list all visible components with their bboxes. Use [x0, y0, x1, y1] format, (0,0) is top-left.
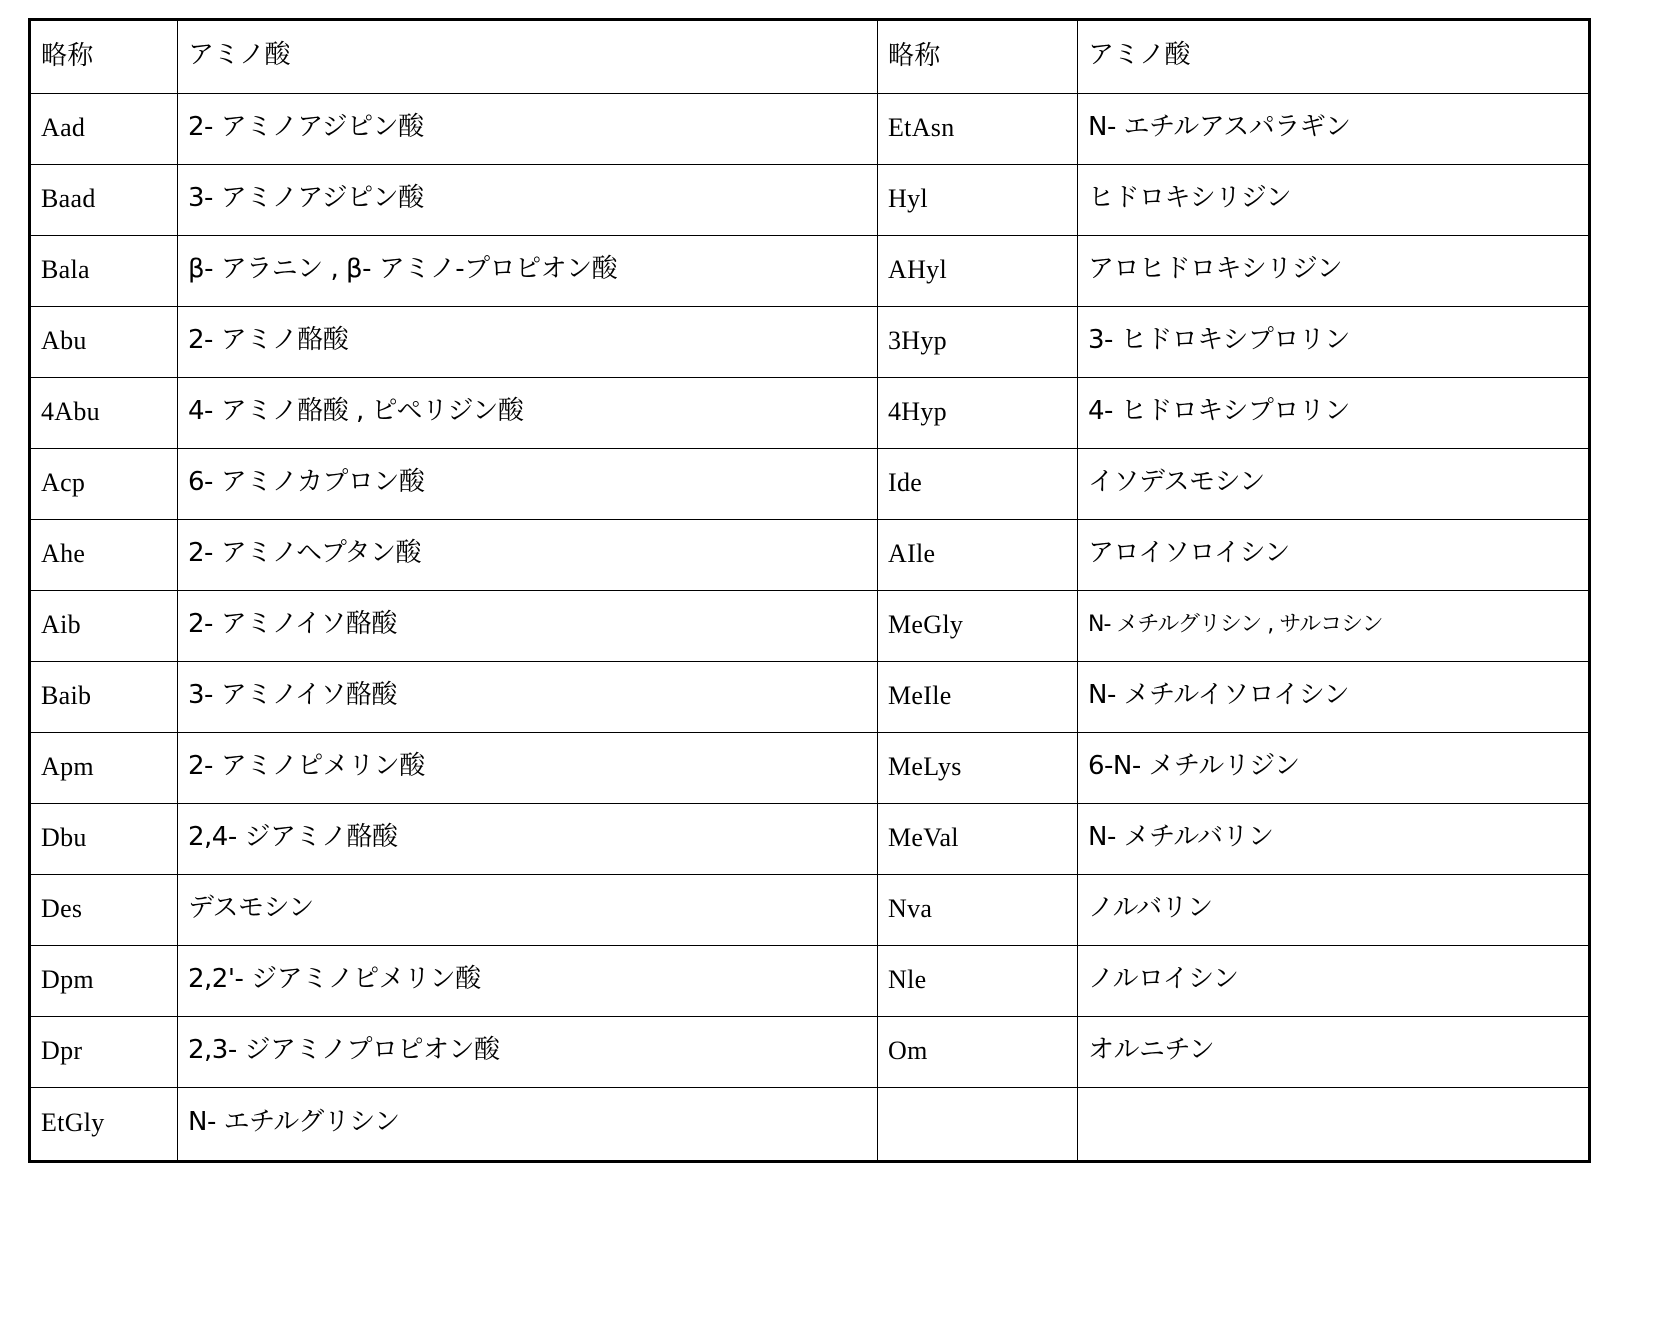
cell-name-right: イソデスモシン [1078, 449, 1590, 520]
table-row [30, 165, 1590, 236]
cell-abbr-left: EtGly [30, 1088, 178, 1162]
cell-abbr-right: Ide [878, 449, 1078, 520]
cell-name-right: アロヒドロキシリジン [1078, 236, 1590, 307]
cell-name-left: 2- アミノアジピン酸 [178, 94, 878, 165]
cell-abbr-right: AHyl [878, 236, 1078, 307]
table-row [30, 875, 1590, 946]
table-row [30, 662, 1590, 733]
cell-abbr-right: MeIle [878, 662, 1078, 733]
table-row [30, 378, 1590, 449]
cell-name-left: 3- アミノアジピン酸 [178, 165, 878, 236]
table-body [30, 20, 1590, 1162]
table-row [30, 591, 1590, 662]
table-row [30, 946, 1590, 1017]
cell-name-right: N- エチルアスパラギン [1078, 94, 1590, 165]
cell-abbr-left: Acp [30, 449, 178, 520]
cell-abbr-left: Aib [30, 591, 178, 662]
cell-abbr-left: Ahe [30, 520, 178, 591]
cell-name-left: 6- アミノカプロン酸 [178, 449, 878, 520]
cell-abbr-right: Nle [878, 946, 1078, 1017]
cell-name-right: ヒドロキシリジン [1078, 165, 1590, 236]
cell-abbr-right: 4Hyp [878, 378, 1078, 449]
cell-name-right: オルニチン [1078, 1017, 1590, 1088]
cell-name-right: 6-N- メチルリジン [1078, 733, 1590, 804]
cell-abbr-right: MeGly [878, 591, 1078, 662]
table-row [30, 1088, 1590, 1162]
cell-name-right: ノルバリン [1078, 875, 1590, 946]
cell-abbr-right: 3Hyp [878, 307, 1078, 378]
cell-name-left: 2- アミノピメリン酸 [178, 733, 878, 804]
header-name-right: アミノ酸 [1078, 20, 1590, 94]
cell-abbr-left: Dbu [30, 804, 178, 875]
cell-abbr-left: 4Abu [30, 378, 178, 449]
cell-name-right: 3- ヒドロキシプロリン [1078, 307, 1590, 378]
cell-name-left: 2- アミノイソ酪酸 [178, 591, 878, 662]
header-name-left: アミノ酸 [178, 20, 878, 94]
cell-name-left: 4- アミノ酪酸 , ピペリジン酸 [178, 378, 878, 449]
cell-name-right: 4- ヒドロキシプロリン [1078, 378, 1590, 449]
cell-name-left: 2- アミノヘプタン酸 [178, 520, 878, 591]
cell-name-right: N- メチルバリン [1078, 804, 1590, 875]
cell-abbr-left: Dpr [30, 1017, 178, 1088]
header-abbr-left: 略称 [30, 20, 178, 94]
cell-abbr-right: EtAsn [878, 94, 1078, 165]
cell-abbr-right: AIle [878, 520, 1078, 591]
cell-abbr-right: MeLys [878, 733, 1078, 804]
cell-abbr-right: MeVal [878, 804, 1078, 875]
cell-name-right: N- メチルイソロイシン [1078, 662, 1590, 733]
table-row [30, 804, 1590, 875]
cell-name-left: 2- アミノ酪酸 [178, 307, 878, 378]
cell-name-left: β- アラニン , β- アミノ-プロピオン酸 [178, 236, 878, 307]
cell-name-right: ノルロイシン [1078, 946, 1590, 1017]
cell-abbr-left: Baad [30, 165, 178, 236]
table-row [30, 449, 1590, 520]
table-row [30, 733, 1590, 804]
table-row [30, 236, 1590, 307]
cell-abbr-right: Nva [878, 875, 1078, 946]
amino-acid-abbreviation-table [28, 18, 1591, 1163]
cell-abbr-left: Aad [30, 94, 178, 165]
table-header-row [30, 20, 1590, 94]
cell-name-right [1078, 1088, 1590, 1162]
cell-abbr-left: Dpm [30, 946, 178, 1017]
cell-abbr-left: Des [30, 875, 178, 946]
cell-name-left: 2,4- ジアミノ酪酸 [178, 804, 878, 875]
table-row [30, 520, 1590, 591]
cell-abbr-left: Apm [30, 733, 178, 804]
header-abbr-right: 略称 [878, 20, 1078, 94]
cell-name-left: 2,2'- ジアミノピメリン酸 [178, 946, 878, 1017]
cell-name-left: 3- アミノイソ酪酸 [178, 662, 878, 733]
cell-abbr-left: Abu [30, 307, 178, 378]
table-row [30, 307, 1590, 378]
cell-abbr-right [878, 1088, 1078, 1162]
cell-name-left: 2,3- ジアミノプロピオン酸 [178, 1017, 878, 1088]
table-row [30, 1017, 1590, 1088]
cell-abbr-left: Baib [30, 662, 178, 733]
table-row [30, 94, 1590, 165]
cell-name-left: N- エチルグリシン [178, 1088, 878, 1162]
cell-name-right: N- メチルグリシン , サルコシン [1078, 591, 1590, 662]
cell-abbr-right: Om [878, 1017, 1078, 1088]
cell-name-right: アロイソロイシン [1078, 520, 1590, 591]
cell-abbr-left: Bala [30, 236, 178, 307]
cell-abbr-right: Hyl [878, 165, 1078, 236]
cell-name-left: デスモシン [178, 875, 878, 946]
